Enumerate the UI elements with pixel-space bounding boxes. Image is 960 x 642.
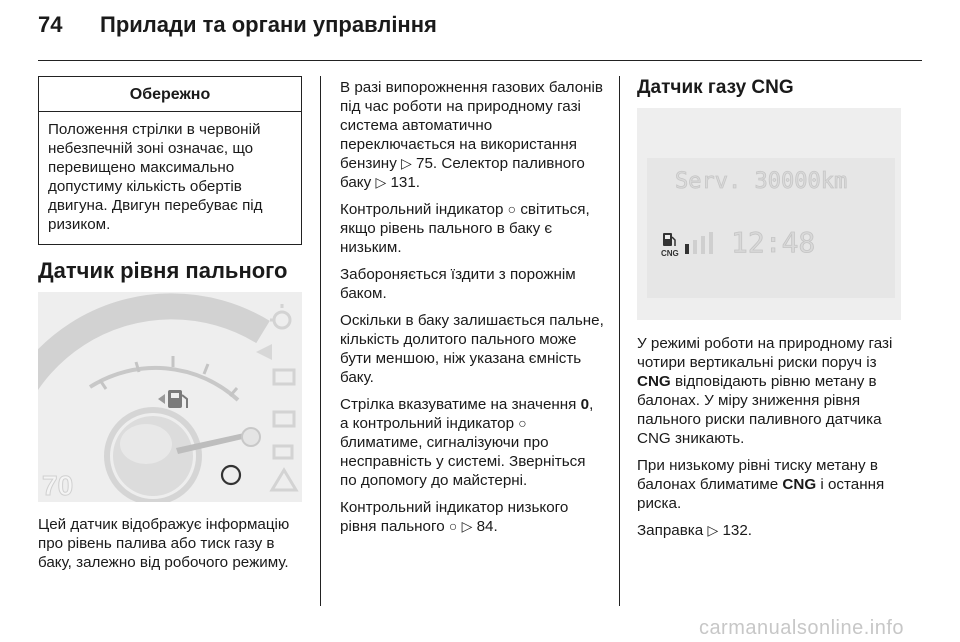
column-divider-2 [619, 76, 620, 606]
gauge-speed-label: 70 [42, 470, 74, 501]
fuel-gauge-heading: Датчик рівня пального [38, 258, 288, 283]
paragraph-refuelling: Заправка ▷ 132. [637, 522, 753, 539]
display-service-text: Serv. 30000km [675, 169, 848, 194]
cng-gauge-heading: Датчик газу CNG [637, 77, 794, 98]
watermark: carmanualsonline.info [698, 617, 904, 639]
indicator-circle-icon: ○ [507, 201, 517, 217]
reference-arrow-icon: ▷ [375, 174, 387, 190]
warning-text: Положення стрілки в червоній небезпечній зоні означає, що перевищено максимально допустиму кількість обертів двигуна. Двигун перебуває під ризиком. [48, 121, 263, 233]
warning-title: Обережно [39, 77, 301, 112]
fuel-gauge-caption: Цей датчик відображує інформацію про рівень палива або тиск газу в баку, залежно від робочого режиму. [38, 516, 290, 571]
column-3 [637, 78, 905, 548]
column-divider-1 [320, 76, 321, 606]
display-time: 12:48 [731, 226, 816, 259]
header-rule [38, 60, 922, 61]
paragraph-empty-tanks: В разі випорожнення газових балонів під час роботи на природному газі система автоматично переключається на використання бензину ▷ 75. Селектор паливного баку ▷ 131. [340, 79, 603, 191]
fuel-gauge-figure [38, 292, 302, 502]
page-title: Прилади та органи управління [100, 12, 437, 37]
reference-arrow-icon: ▷ [401, 155, 412, 171]
paragraph-tank-capacity: Оскільки в баку залишається пальне, кількість долитого пального може бути меншою, ніж указана ємність баку. [340, 312, 604, 386]
reference-arrow-icon: ▷ [707, 522, 719, 538]
reference-arrow-icon: ▷ [461, 518, 473, 534]
paragraph-cng-bars: У режимі роботи на природному газі чотири вертикальні риски поруч із CNG відповідають рівню метану в балонах. У міру зниження рівня пального риски паливного датчика CNG зникають. [637, 335, 893, 447]
warning-box [38, 76, 302, 245]
indicator-circle-icon: ○ [518, 415, 527, 431]
cng-display-figure [637, 108, 901, 320]
page-number: 74 [38, 12, 63, 37]
display-cng-label: CNG [661, 249, 679, 258]
paragraph-indicator-on: Контрольний індикатор ○ світиться, якщо рівень пального в баку є низьким. [340, 201, 590, 256]
paragraph-low-methane: При низькому рівні тиску метану в балонах блиматиме CNG і остання риска. [637, 457, 885, 512]
paragraph-malfunction: Стрілка вказуватиме на значення 0, а контрольний індикатор ○ блиматиме, сигналізуючи про несправність у системі. Зверніться по допомогу до майстерні. [340, 396, 594, 489]
indicator-circle-icon: ○ [448, 518, 458, 534]
page-header [38, 12, 437, 38]
paragraph-low-fuel-indicator: Контрольний індикатор низького рівня пального ○ ▷ 84. [340, 499, 569, 535]
column-1 [38, 76, 302, 580]
column-2 [340, 78, 605, 544]
paragraph-empty-tank-warning: Забороняється їздити з порожнім баком. [340, 266, 576, 302]
